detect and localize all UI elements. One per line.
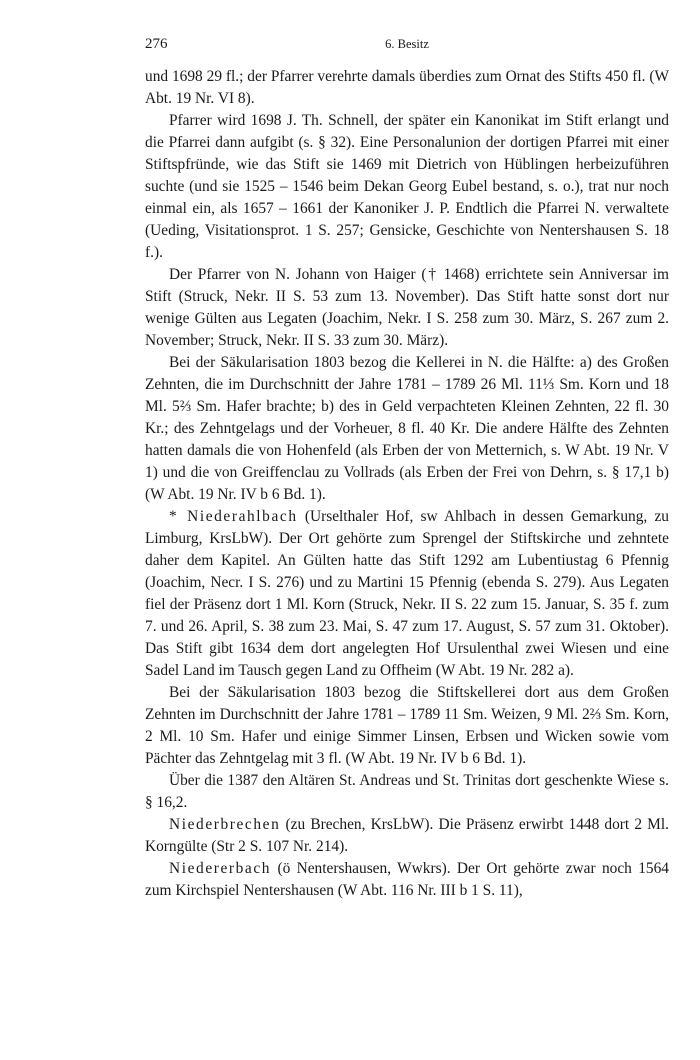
paragraph-text: und 1698 29 fl.; der Pfarrer verehrte damals überdies zum Ornat des Stifts 450 fl. (W Abt. 19 Nr. VI 8).: [145, 68, 669, 107]
paragraph-text: Über die 1387 den Altären St. Andreas und St. Trinitas dort geschenkte Wiese s. § 16,2.: [145, 772, 669, 811]
paragraph: [145, 770, 669, 814]
paragraph-text: Pfarrer wird 1698 J. Th. Schnell, der später ein Kanonikat im Stift erlangt und die Pfarrei dann aufgibt (s. § 32). Eine Personalunion der dortigen Pfarrei mit einer Stiftspfründe, wie das Stift sie 1469 mit Dietrich von Hüblingen herbeizuführen suchte (und sie 1525 – 1546 beim Dekan Georg Eubel bestand, s. o.), trat nur noch einmal ein, als 1657 – 1661 der Kanoniker J. P. Endtlich die Pfarrei N. verwaltete (Ueding, Visitationsprot. 1 S. 257; Gensicke, Geschichte von Nentershausen S. 18 f.).: [145, 112, 669, 261]
paragraph: [145, 506, 669, 682]
paragraph: [145, 264, 669, 352]
paragraph: [145, 110, 669, 264]
paragraph-text: (zu Brechen, KrsLbW). Die Präsenz erwirbt 1448 dort 2 Ml. Korngülte (Str 2 S. 107 Nr. 214).: [145, 816, 669, 855]
paragraph-text: Der Pfarrer von N. Johann von Haiger († 1468) errichtete sein Anniversar im Stift (Struck, Nekr. II S. 53 zum 13. November). Das Stift hatte sonst dort nur wenige Gülten aus Legaten (Joachim, Nekr. I S. 258 zum 30. März, S. 267 zum 2. November; Struck, Nekr. II S. 33 zum 30. März).: [145, 266, 669, 349]
paragraph: [145, 352, 669, 506]
paragraph-text: (Urselthaler Hof, sw Ahlbach in dessen Gemarkung, zu Limburg, KrsLbW). Der Ort gehörte zum Sprengel der Stiftskirche und zehntete daher dem Kapitel. An Gülten hatte das Stift 1292 am Lubentiustag 6 Pfennig (Joachim, Necr. I S. 276) und zu Martini 15 Pfennig (ebenda S. 279). Aus Legaten fiel der Präsenz dort 1 Ml. Korn (Struck, Nekr. II S. 22 zum 15. Januar, S. 35 f. zum 7. und 26. April, S. 38 zum 23. Mai, S. 47 zum 17. August, S. 57 zum 31. Oktober). Das Stift gibt 1634 dem dort angelegten Hof Ursulenthal zwei Wiesen und eine Sadel Land im Tausch gegen Land zu Offheim (W Abt. 19 Nr. 282 a).: [145, 508, 669, 679]
paragraph: [145, 858, 669, 902]
paragraph-text: Bei der Säkularisation 1803 bezog die Stiftskellerei dort aus dem Großen Zehnten im Durchschnitt der Jahre 1781 – 1789 11 Sm. Weizen, 9 Ml. 2⅔ Sm. Korn, 2 Ml. 10 Sm. Hafer und einige Simmer Linsen, Erbsen und Wicken sowie vom Pächter das Zehntgelag mit 3 fl. (W Abt. 19 Nr. IV b 6 Bd. 1).: [145, 684, 669, 767]
document-page: [145, 36, 669, 902]
place-name-heading: Niedererbach: [169, 860, 272, 877]
paragraph: [145, 66, 669, 110]
page-number: 276: [145, 36, 168, 52]
body-text: [145, 66, 669, 902]
place-name-heading: Niederbrechen: [169, 816, 281, 833]
paragraph-text: Bei der Säkularisation 1803 bezog die Kellerei in N. die Hälfte: a) des Großen Zehnten, die im Durchschnitt der Jahre 1781 – 1789 26 Ml. 11⅓ Sm. Korn und 18 Ml. 5⅔ Sm. Hafer brachte; b) des in Geld verpachteten Kleinen Zehnten, 22 fl. 30 Kr.; des Zehntgelags und der Vorheuer, 8 fl. 40 Kr. Die andere Hälfte des Zehnten hatten damals die von Hohenfeld (als Erben der von Metternich, s. W Abt. 19 Nr. V 1) und die von Greiffenclau zu Vollrads (als Erben der Frei von Dehrn, s. § 17,1 b) (W Abt. 19 Nr. IV b 6 Bd. 1).: [145, 354, 669, 503]
place-name-heading: * Niederahlbach: [169, 508, 298, 525]
paragraph: [145, 682, 669, 770]
page-header: [145, 36, 669, 58]
paragraph-text: (ö Nentershausen, Wwkrs). Der Ort gehörte zwar noch 1564 zum Kirchspiel Nentershausen (W Abt. 116 Nr. III b 1 S. 11),: [145, 860, 669, 899]
paragraph: [145, 814, 669, 858]
running-head: 6. Besitz: [385, 37, 429, 51]
